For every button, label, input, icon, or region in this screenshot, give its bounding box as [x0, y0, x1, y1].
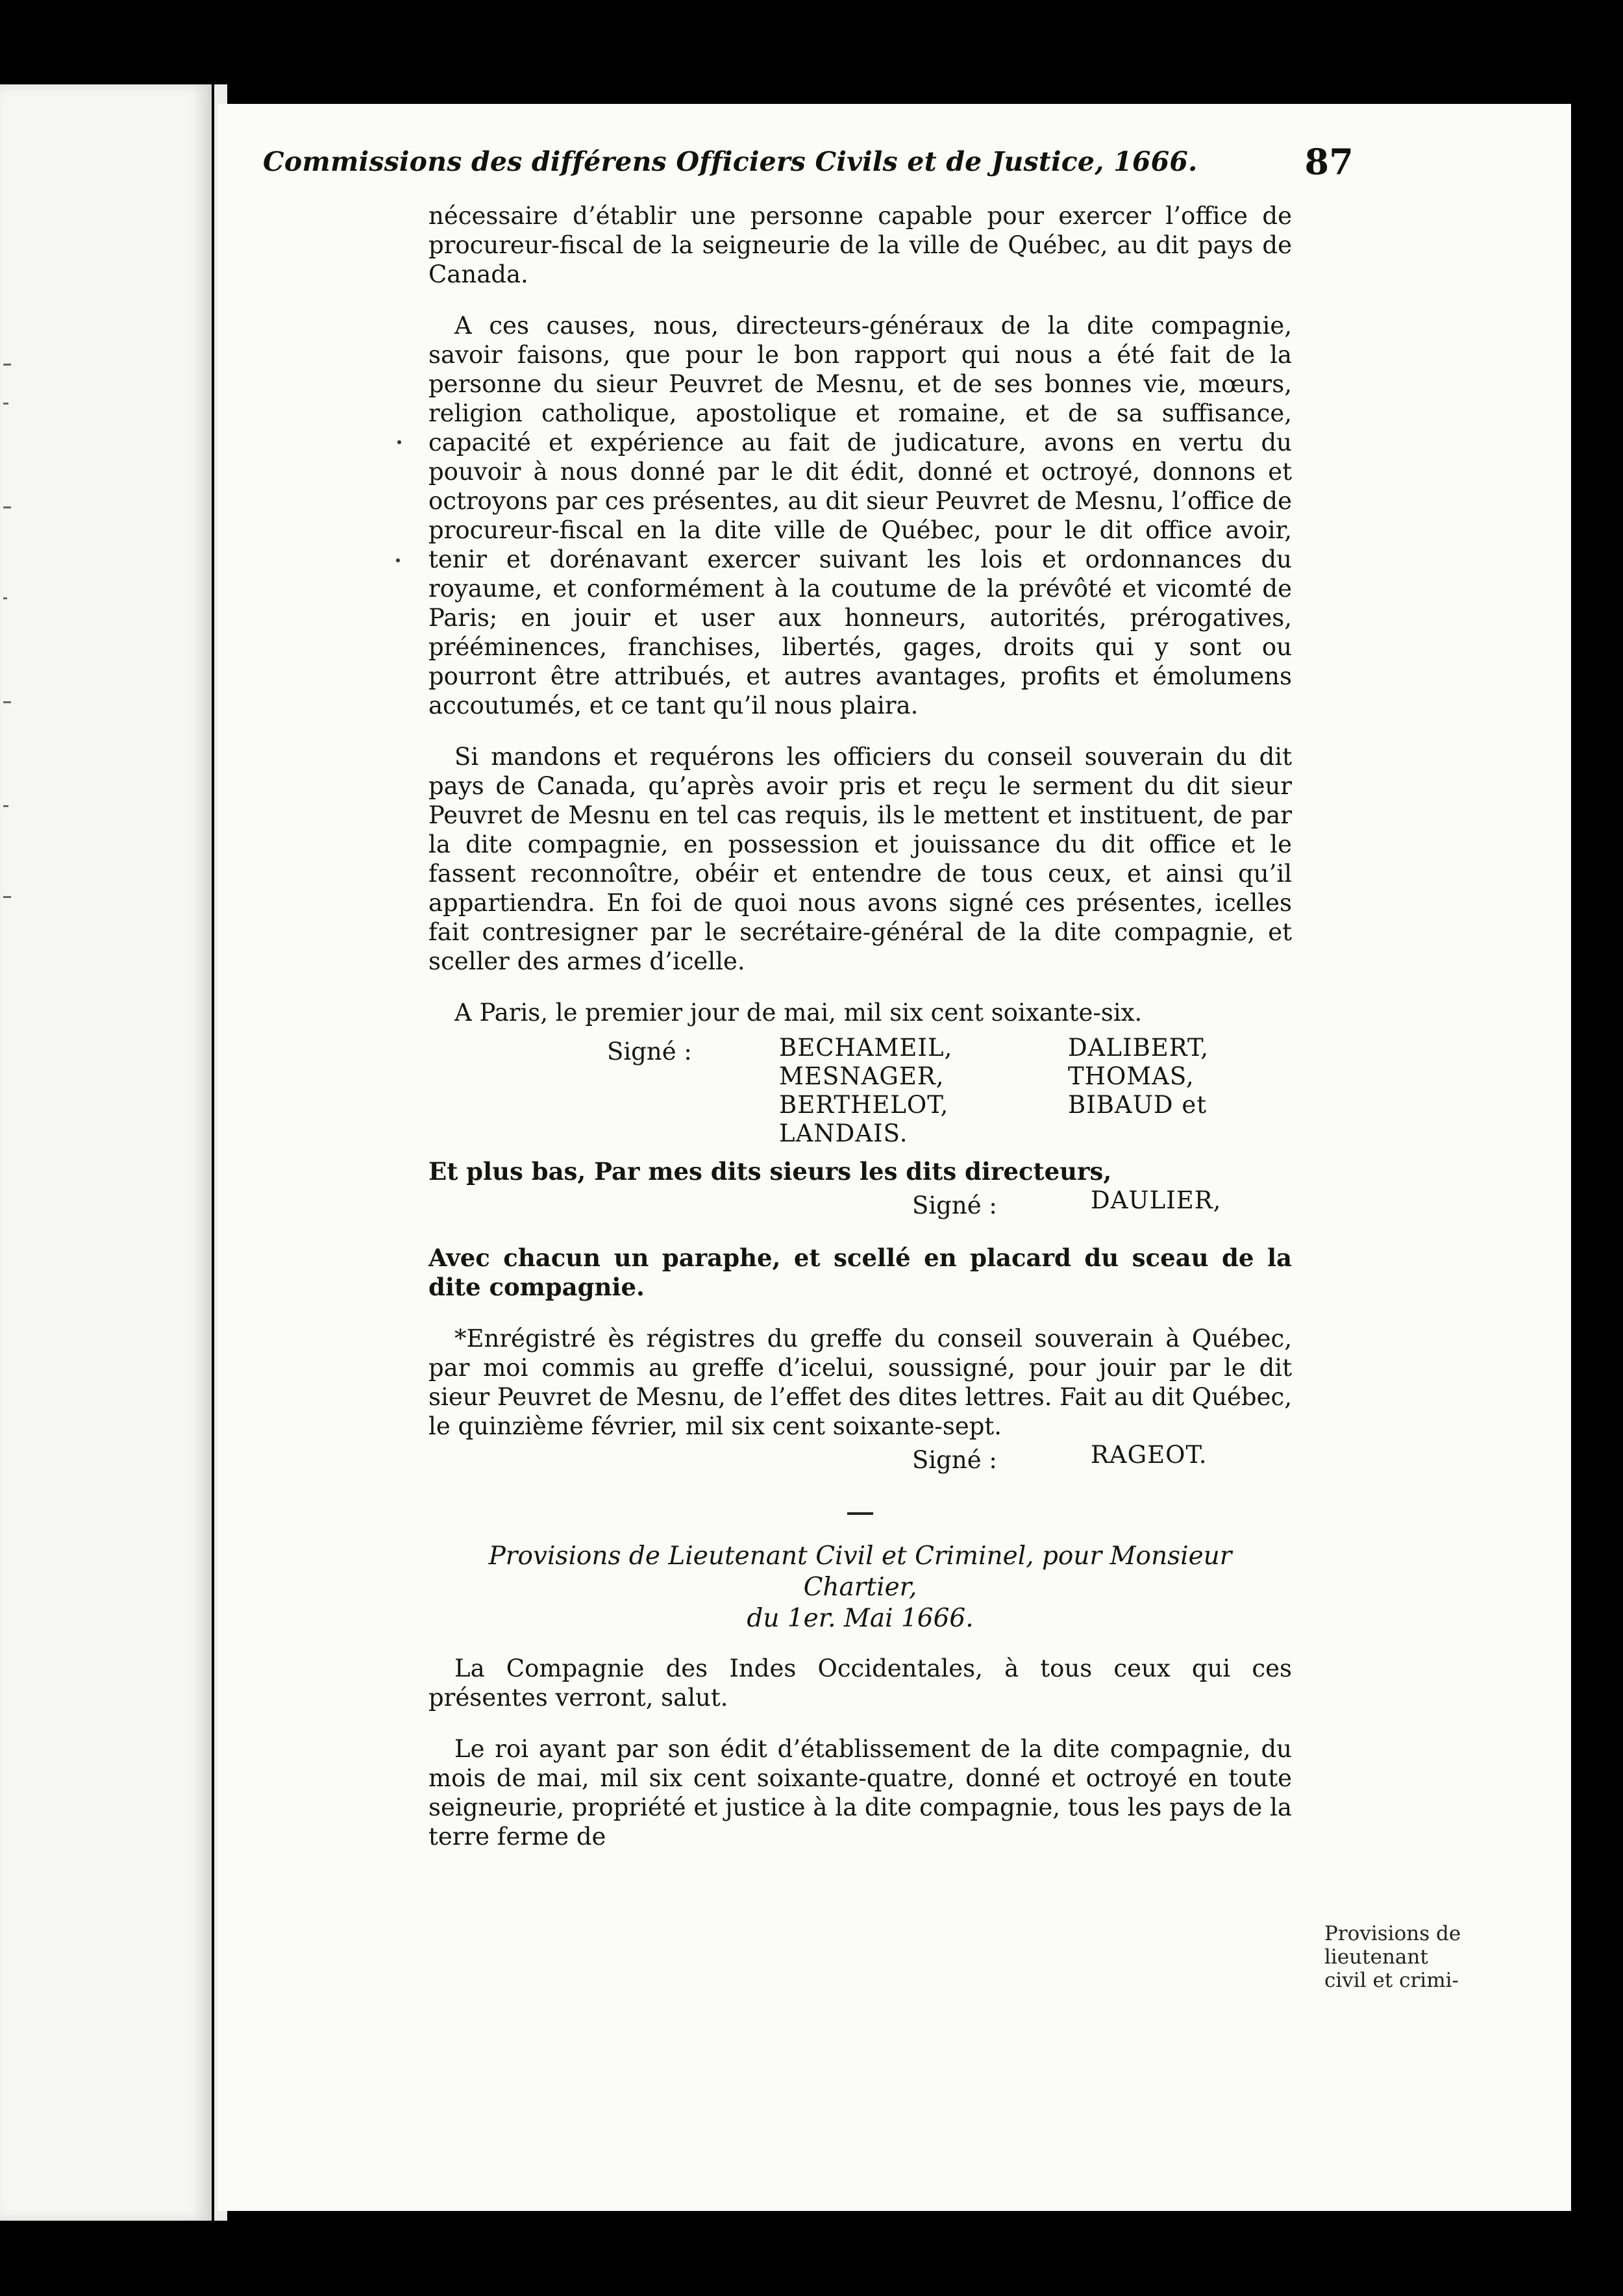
signatures-block [428, 1034, 1292, 1157]
section-heading-line-2: du 1er. Mai 1666. [747, 1604, 974, 1633]
signature-label: Signé : [607, 1038, 692, 1066]
paragraph: A ces causes, nous, directeurs-généraux de la dite compagnie, savoir faisons, que pour le bon rapport qui nous a été fait de la personne du sieur Peuvret de Mesnu, et de ses bonnes vie, mœurs, religion catholique, apostolique et romaine, et de sa suffisance, capacité et expérience au fait de judicature, avons en vertu du pouvoir à nous donné par le dit édit, donné et octroyé, donnons et octroyons par ces présentes, au dit sieur Peuvret de Mesnu, l’office de procureur-fiscal en la dite ville de Québec, pour le dit office avoir, tenir et dorénavant exercer suivant les lois et ordonnances du royaume, et conformément à la coutume de la prévôté et vicomté de Paris; en jouir et user aux honneurs, autorités, prérogatives, prééminences, franchises, libertés, gages, droits qui y sont ou pourront être attribués, et autres avantages, profits et émolumens accoutumés, et ce tant qu’il nous plaira. [428, 312, 1292, 719]
signatory-name: DAULIER, [1091, 1186, 1222, 1214]
margin-note [1324, 1922, 1480, 1992]
rageot-signature [428, 1441, 1292, 1485]
paragraph: Le roi ayant par son édit d’établissement de la dite compagnie, du mois de mai, mil six cent soixante-quatre, donné et octroyé en toute seigneurie, propriété et justice à la dite compagnie, tous les pays de la terre ferme de [428, 1735, 1292, 1851]
signatory-name: MESNAGER, [779, 1062, 945, 1090]
left-page-edge [0, 84, 212, 2221]
section-divider [847, 1512, 873, 1515]
section-heading-line-1: Provisions de Lieutenant Civil et Criminel, pour Monsieur Chartier, [488, 1541, 1232, 1602]
signatory-name: BIBAUD et [1068, 1091, 1208, 1119]
registration-paragraph: *Enrégistré ès régistres du greffe du conseil souverain à Québec, par moi commis au greffe d’icelui, soussigné, pour jouir par le dit sieur Peuvret de Mesnu, de l’effet des dites lettres. Fait au dit Québec, le quinzième février, mil six cent soixante-sept. [428, 1325, 1292, 1440]
margin-note-line: Provisions de [1324, 1922, 1461, 1945]
signatory-name: BERTHELOT, [779, 1091, 949, 1119]
daulier-signature [428, 1186, 1292, 1230]
signatures-column-1 [779, 1034, 952, 1148]
signatory-name: DALIBERT, [1068, 1034, 1209, 1062]
document-body [428, 201, 1292, 1851]
paragraph: nécessaire d’établir une personne capable pour exercer l’office de procureur-fiscal de la seigneurie de la ville de Québec, au dit pays de Canada. [428, 202, 1292, 288]
margin-note-line: civil et crimi- [1324, 1969, 1459, 1992]
left-page-ink-marks [3, 364, 16, 948]
signatures-column-2 [1068, 1034, 1209, 1119]
page-number: 87 [1304, 141, 1354, 182]
signature-label: Signé : [912, 1192, 997, 1219]
paraphe-paragraph: Avec chacun un paraphe, et scellé en placard du sceau de la dite compagnie. [428, 1243, 1292, 1301]
signatory-name: RAGEOT. [1091, 1441, 1208, 1469]
paragraph: Si mandons et requérons les officiers du conseil souverain du dit pays de Canada, qu’après avoir pris et reçu le serment du dit sieur Peuvret de Mesnu en tel cas requis, ils le mettent et instituent, de par la dite compagnie, en possession et jouissance du dit office et le fassent reconnoître, obéir et entendre de tous ceux, et ainsi qu’il appartiendra. En foi de quoi nous avons signé ces présentes, icelles fait contresigner par le secrétaire-général de la dite compagnie, et sceller des armes d’icelle. [428, 743, 1292, 975]
date-line: A Paris, le premier jour de mai, mil six cent soixante-six. [454, 999, 1143, 1027]
et-plus-bas-line: Et plus bas, Par mes dits sieurs les dits directeurs, [428, 1157, 1112, 1186]
signature-label: Signé : [912, 1446, 997, 1474]
paragraph: La Compagnie des Indes Occidentales, à tous ceux qui ces présentes verront, salut. [428, 1654, 1292, 1712]
ink-speck [397, 440, 401, 444]
running-header [263, 141, 1354, 185]
signatory-name: LANDAIS. [779, 1119, 908, 1147]
section-heading [428, 1541, 1292, 1634]
signatory-name: THOMAS, [1068, 1062, 1195, 1090]
running-title: Commissions des différens Officiers Civils et de Justice, 1666. [263, 146, 1198, 177]
ink-speck [396, 558, 400, 562]
margin-note-line: lieutenant [1324, 1945, 1428, 1969]
signatory-name: BECHAMEIL, [779, 1034, 953, 1062]
